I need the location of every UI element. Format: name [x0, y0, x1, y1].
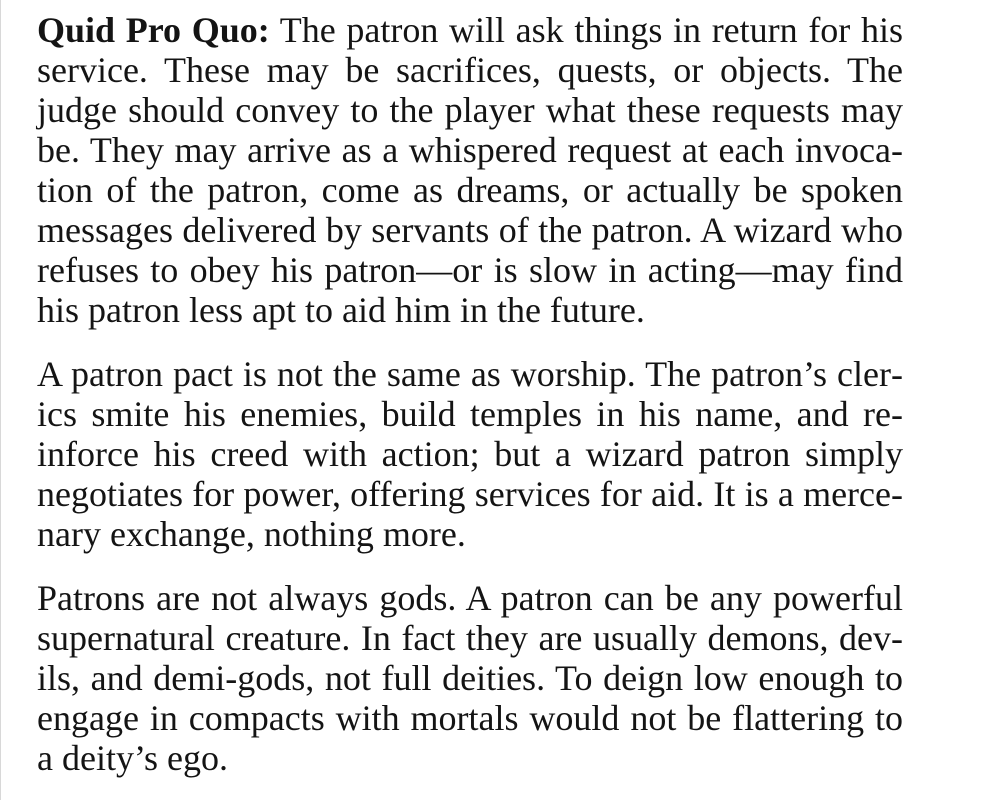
paragraph-patrons-not-gods [37, 578, 903, 778]
paragraph-body: The patron will ask things in return for his service. These may be sacrifices, quests, or objects. The judge should convey to the player what these requests may be. They may arrive as a whispered request at each invocation of the patron, come as dreams, or actually be spoken messages delivered by servants of the patron. A wizard who refuses to obey his patron—or is slow in acting—may find his patron less apt to aid him in the future. [37, 10, 903, 330]
paragraph-body: A patron pact is not the same as worship. The patron’s clerics smite his enemies, build temples in his name, and reinforce his creed with action; but a wizard patron simply negotiates for power, offering services for aid. It is a mercenary exchange, nothing more. [37, 354, 903, 554]
paragraph-patron-pact [37, 354, 903, 554]
paragraph-quid-pro-quo [37, 10, 903, 330]
paragraph-body: Patrons are not always gods. A patron can be any powerful supernatural creature. In fact they are usually demons, devils, and demi-gods, not full deities. To deign low enough to engage in compacts with mortals would not be flattering to a deity’s ego. [37, 578, 903, 778]
text-column [37, 10, 903, 778]
run-in-heading: Quid Pro Quo: [37, 10, 270, 50]
